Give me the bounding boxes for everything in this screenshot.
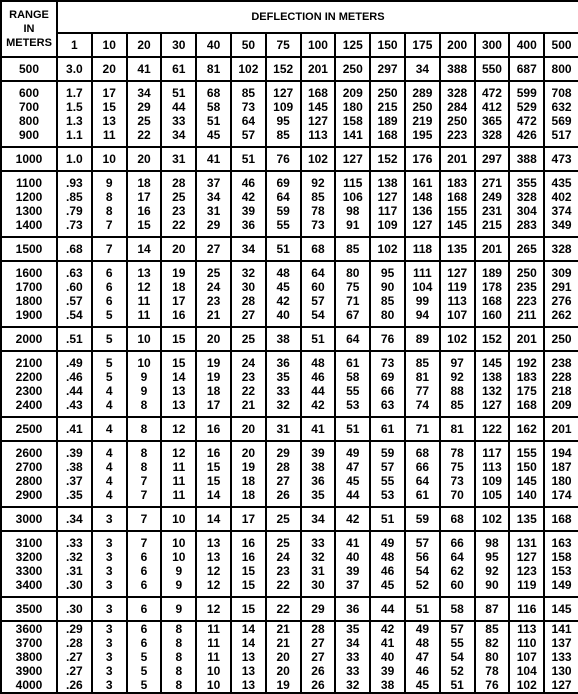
deflection-cell: .33 .32 .31 .30 — [57, 531, 92, 597]
deflection-cell: 201 — [440, 147, 475, 171]
deflection-cell: 708 632 569 517 — [544, 81, 578, 147]
deflection-cell: 34 — [405, 57, 440, 81]
deflection-cell: 6 6 5 5 5 — [127, 621, 162, 693]
deflection-cell: 41 — [301, 417, 336, 441]
column-header: 40 — [196, 33, 231, 57]
deflection-cell: 145 — [544, 597, 578, 621]
deflection-cell: 81 — [440, 417, 475, 441]
deflection-cell: 41 40 39 37 — [335, 531, 370, 597]
deflection-cell: 7 — [127, 507, 162, 531]
column-header: 500 — [544, 33, 578, 57]
deflection-cell: 97 92 88 85 — [440, 351, 475, 417]
deflection-cell: 57 56 54 52 — [405, 531, 440, 597]
deflection-cell: 8 — [127, 417, 162, 441]
column-header: 150 — [370, 33, 405, 57]
deflection-cell: 113 110 107 104 102 — [509, 621, 544, 693]
deflection-cell: 41 — [127, 57, 162, 81]
deflection-cell: 20 — [127, 147, 162, 171]
deflection-cell: 51 — [335, 417, 370, 441]
deflection-cell: .30 — [57, 597, 92, 621]
deflection-cell: 8 8 7 7 — [127, 441, 162, 507]
column-header: 300 — [475, 33, 510, 57]
deflection-cell: 152 — [475, 327, 510, 351]
range-cell: 1600 1700 1800 1900 — [1, 261, 57, 327]
deflection-cell: 10 — [92, 147, 127, 171]
deflection-cell: 1.7 1.5 1.3 1.1 — [57, 81, 92, 147]
deflection-cell: 18 17 16 15 — [127, 171, 162, 237]
deflection-cell: 34 — [301, 507, 336, 531]
deflection-cell: 800 — [544, 57, 578, 81]
deflection-cell: 76 — [266, 147, 301, 171]
deflection-cell: 92 85 78 73 — [301, 171, 336, 237]
deflection-cell: 85 73 64 57 — [231, 81, 266, 147]
deflection-cell: 168 — [544, 507, 578, 531]
deflection-cell: 71 — [405, 417, 440, 441]
deflection-cell: 20 19 18 18 — [231, 441, 266, 507]
deflection-header: DEFLECTION IN METERS — [57, 1, 578, 33]
deflection-cell: 3 — [92, 597, 127, 621]
deflection-cell: 163 158 153 149 — [544, 531, 578, 597]
deflection-cell: 209 180 158 141 — [335, 81, 370, 147]
deflection-cell: .93 .85 .79 .73 — [57, 171, 92, 237]
deflection-cell: 73 69 66 63 — [370, 351, 405, 417]
deflection-cell: 61 — [161, 57, 196, 81]
deflection-cell: 58 — [440, 597, 475, 621]
deflection-cell: 289 250 219 195 — [405, 81, 440, 147]
deflection-cell: 89 — [405, 327, 440, 351]
deflection-cell: 102 — [475, 507, 510, 531]
deflection-cell: 388 — [440, 57, 475, 81]
deflection-cell: 29 28 27 26 — [266, 441, 301, 507]
deflection-cell: 51 — [266, 237, 301, 261]
deflection-cell: 250 235 223 211 — [509, 261, 544, 327]
deflection-cell: 271 249 231 215 — [475, 171, 510, 237]
deflection-cell: 25 — [266, 507, 301, 531]
deflection-cell: 355 328 304 283 — [509, 171, 544, 237]
range-cell: 2500 — [1, 417, 57, 441]
deflection-cell: 435 402 374 349 — [544, 171, 578, 237]
deflection-cell: 168 145 127 113 — [301, 81, 336, 147]
deflection-cell: 194 187 180 174 — [544, 441, 578, 507]
range-cell: 2000 — [1, 327, 57, 351]
deflection-cell: 51 — [301, 327, 336, 351]
deflection-cell: 138 127 117 109 — [370, 171, 405, 237]
table-row — [1, 441, 578, 507]
deflection-cell: 85 — [335, 237, 370, 261]
column-header: 125 — [335, 33, 370, 57]
deflection-cell: 3 3 3 3 3 — [92, 621, 127, 693]
table-row — [1, 327, 578, 351]
deflection-cell: 9 8 8 7 — [92, 171, 127, 237]
deflection-cell: 3 — [92, 507, 127, 531]
deflection-cell: 25 24 23 22 — [266, 531, 301, 597]
table-row — [1, 351, 578, 417]
deflection-cell: 238 228 218 209 — [544, 351, 578, 417]
deflection-cell: 102 — [301, 147, 336, 171]
deflection-cell: 19 19 18 17 — [196, 351, 231, 417]
table-row — [1, 417, 578, 441]
deflection-cell: 78 75 73 70 — [440, 441, 475, 507]
deflection-cell: 328 — [544, 237, 578, 261]
deflection-cell: 48 45 42 40 — [266, 261, 301, 327]
range-cell: 1000 — [1, 147, 57, 171]
range-cell: 1100 1200 1300 1400 — [1, 171, 57, 237]
deflection-cell: 44 — [370, 597, 405, 621]
deflection-cell: 7 6 6 6 — [127, 531, 162, 597]
deflection-cell: 49 48 46 45 — [370, 531, 405, 597]
deflection-cell: 14 14 13 13 13 — [231, 621, 266, 693]
deflection-cell: 64 60 57 54 — [301, 261, 336, 327]
deflection-cell: 34 — [231, 237, 266, 261]
column-header: 100 — [301, 33, 336, 57]
deflection-cell: 201 — [544, 417, 578, 441]
deflection-cell: 15 14 13 13 — [161, 351, 196, 417]
deflection-cell: 111 104 99 94 — [405, 261, 440, 327]
deflection-cell: 15 — [161, 327, 196, 351]
deflection-cell: 10 — [127, 327, 162, 351]
deflection-cell: 22 — [266, 597, 301, 621]
deflection-cell: 49 47 45 44 — [335, 441, 370, 507]
deflection-cell: 10 — [161, 507, 196, 531]
deflection-cell: 6 6 6 5 — [92, 261, 127, 327]
deflection-cell: 250 — [335, 57, 370, 81]
deflection-cell: 550 — [475, 57, 510, 81]
deflection-cell: 6 — [127, 597, 162, 621]
deflection-cell: 297 — [370, 57, 405, 81]
deflection-cell: 85 81 77 74 — [405, 351, 440, 417]
deflection-cell: 51 — [231, 147, 266, 171]
deflection-cell: 20 — [161, 237, 196, 261]
deflection-cell: 49 48 47 46 45 — [405, 621, 440, 693]
column-header: 175 — [405, 33, 440, 57]
deflection-cell: 87 — [475, 597, 510, 621]
table-row — [1, 237, 578, 261]
deflection-cell: 131 127 123 119 — [509, 531, 544, 597]
deflection-cell: 37 34 31 29 — [196, 171, 231, 237]
deflection-cell: 152 — [370, 147, 405, 171]
column-header: 20 — [127, 33, 162, 57]
deflection-cell: 141 137 133 130 127 — [544, 621, 578, 693]
table-row — [1, 261, 578, 327]
deflection-cell: 250 — [544, 327, 578, 351]
deflection-cell: 102 — [440, 327, 475, 351]
deflection-cell: 102 — [370, 237, 405, 261]
deflection-cell: 59 — [405, 507, 440, 531]
table-row — [1, 171, 578, 237]
deflection-cell: 85 82 80 78 76 — [475, 621, 510, 693]
deflection-cell: 472 412 365 328 — [475, 81, 510, 147]
deflection-cell: 17 — [231, 507, 266, 531]
deflection-cell: 127 109 95 85 — [266, 81, 301, 147]
range-cell: 3000 — [1, 507, 57, 531]
deflection-cell: 309 291 276 262 — [544, 261, 578, 327]
deflection-cell: 152 — [266, 57, 301, 81]
deflection-cell: 36 35 33 32 — [266, 351, 301, 417]
deflection-cell: 16 — [196, 417, 231, 441]
header-row-top — [1, 1, 578, 33]
deflection-cell: 39 38 36 35 — [301, 441, 336, 507]
deflection-cell: 13 12 11 11 — [127, 261, 162, 327]
deflection-cell: 189 178 168 160 — [475, 261, 510, 327]
deflection-cell: 3 3 3 3 — [92, 531, 127, 597]
deflection-cell: 155 150 145 140 — [509, 441, 544, 507]
deflection-cell: 250 215 189 168 — [370, 81, 405, 147]
deflection-cell: 201 — [475, 237, 510, 261]
deflection-cell: 95 90 85 80 — [370, 261, 405, 327]
deflection-cell: 201 — [301, 57, 336, 81]
deflection-cell: 388 — [509, 147, 544, 171]
deflection-cell: .29 .28 .27 .27 .26 — [57, 621, 92, 693]
range-cell: 3100 3200 3300 3400 — [1, 531, 57, 597]
deflection-cell: 27 — [196, 237, 231, 261]
deflection-cell: 33 32 31 30 — [301, 531, 336, 597]
deflection-cell: 35 34 33 33 32 — [335, 621, 370, 693]
deflection-cell: 59 57 55 53 — [370, 441, 405, 507]
deflection-cell: 61 58 55 53 — [335, 351, 370, 417]
column-header: 1 — [57, 33, 92, 57]
deflection-cell: 328 284 250 223 — [440, 81, 475, 147]
deflection-cell: 183 168 155 145 — [440, 171, 475, 237]
table-row — [1, 507, 578, 531]
deflection-cell: 687 — [509, 57, 544, 81]
deflection-cell: 14 — [196, 507, 231, 531]
deflection-cell: 117 113 109 105 — [475, 441, 510, 507]
deflection-cell: 122 — [475, 417, 510, 441]
range-cell: 1500 — [1, 237, 57, 261]
table-row — [1, 621, 578, 693]
deflection-cell: 192 183 175 168 — [509, 351, 544, 417]
deflection-cell: 51 44 33 34 — [161, 81, 196, 147]
range-cell: 600 700 800 900 — [1, 81, 57, 147]
deflection-cell: 68 — [301, 237, 336, 261]
table-row — [1, 597, 578, 621]
deflection-cell: .34 — [57, 507, 92, 531]
column-header: 50 — [231, 33, 266, 57]
deflection-cell: 118 — [405, 237, 440, 261]
deflection-cell: 3.0 — [57, 57, 92, 81]
deflection-cell: 21 21 20 20 19 — [266, 621, 301, 693]
deflection-cell: 116 — [509, 597, 544, 621]
deflection-cell: 4 4 4 4 — [92, 441, 127, 507]
deflection-cell: 36 — [335, 597, 370, 621]
deflection-cell: 81 — [196, 57, 231, 81]
deflection-cell: 10 9 9 8 — [127, 351, 162, 417]
column-header: 400 — [509, 33, 544, 57]
deflection-cell: 25 24 23 21 — [196, 261, 231, 327]
deflection-cell: 17 15 13 11 — [92, 81, 127, 147]
deflection-cell: 51 — [405, 597, 440, 621]
range-header: RANGE IN METERS — [1, 1, 57, 57]
deflection-cell: 12 — [196, 597, 231, 621]
deflection-cell: 31 — [161, 147, 196, 171]
deflection-cell: 76 — [370, 327, 405, 351]
deflection-cell: 13 13 12 12 — [196, 531, 231, 597]
deflection-cell: 20 — [196, 327, 231, 351]
deflection-cell: 98 95 92 90 — [475, 531, 510, 597]
deflection-cell: 46 42 39 36 — [231, 171, 266, 237]
column-header-row — [1, 33, 578, 57]
deflection-cell: 5 — [92, 327, 127, 351]
deflection-cell: 66 64 62 60 — [440, 531, 475, 597]
deflection-cell: 32 30 28 27 — [231, 261, 266, 327]
deflection-cell: 25 — [231, 327, 266, 351]
deflection-cell: 28 25 23 22 — [161, 171, 196, 237]
deflection-cell: 68 — [440, 507, 475, 531]
deflection-cell: .68 — [57, 237, 92, 261]
deflection-cell: .63 .60 .57 .54 — [57, 261, 92, 327]
table-row — [1, 57, 578, 81]
deflection-cell: 34 29 25 22 — [127, 81, 162, 147]
deflection-cell: 80 75 71 67 — [335, 261, 370, 327]
deflection-cell: 41 — [196, 147, 231, 171]
deflection-cell: 61 — [370, 417, 405, 441]
deflection-cell: 28 27 27 26 26 — [301, 621, 336, 693]
deflection-cell: 11 11 11 10 10 — [196, 621, 231, 693]
deflection-cell: 473 — [544, 147, 578, 171]
table-row — [1, 81, 578, 147]
deflection-cell: 127 — [335, 147, 370, 171]
deflection-cell: 24 23 22 21 — [231, 351, 266, 417]
deflection-cell: 19 18 17 16 — [161, 261, 196, 327]
range-cell: 3500 — [1, 597, 57, 621]
table-row — [1, 147, 578, 171]
column-header: 75 — [266, 33, 301, 57]
deflection-cell: 4 — [92, 417, 127, 441]
column-header: 200 — [440, 33, 475, 57]
deflection-cell: 12 — [161, 417, 196, 441]
deflection-cell: 176 — [405, 147, 440, 171]
deflection-cell: 5 5 4 4 — [92, 351, 127, 417]
deflection-cell: 115 106 98 91 — [335, 171, 370, 237]
deflection-cell: 161 148 136 127 — [405, 171, 440, 237]
deflection-cell: .41 — [57, 417, 92, 441]
deflection-cell: 16 16 15 15 — [231, 531, 266, 597]
deflection-cell: 48 46 44 42 — [301, 351, 336, 417]
range-cell: 2100 2200 2300 2400 — [1, 351, 57, 417]
deflection-cell: 20 — [92, 57, 127, 81]
deflection-cell: 31 — [266, 417, 301, 441]
deflection-cell: 1.0 — [57, 147, 92, 171]
deflection-cell: 265 — [509, 237, 544, 261]
column-header: 10 — [92, 33, 127, 57]
deflection-cell: 127 119 113 107 — [440, 261, 475, 327]
deflection-cell: 102 — [231, 57, 266, 81]
deflection-cell: 51 — [370, 507, 405, 531]
deflection-cell: 8 8 8 8 8 — [161, 621, 196, 693]
deflection-cell: 57 55 54 52 51 — [440, 621, 475, 693]
deflection-cell: 38 — [266, 327, 301, 351]
deflection-cell: 16 15 15 14 — [196, 441, 231, 507]
deflection-cell: 14 — [127, 237, 162, 261]
column-header: 30 — [161, 33, 196, 57]
deflection-cell: 15 — [231, 597, 266, 621]
deflection-cell: 20 — [231, 417, 266, 441]
deflection-cell: 135 — [440, 237, 475, 261]
deflection-cell: 10 10 9 9 — [161, 531, 196, 597]
deflection-cell: 69 64 59 55 — [266, 171, 301, 237]
deflection-cell: 135 — [509, 507, 544, 531]
deflection-cell: 68 66 64 61 — [405, 441, 440, 507]
deflection-cell: 29 — [301, 597, 336, 621]
range-cell: 2600 2700 2800 2900 — [1, 441, 57, 507]
range-cell: 500 — [1, 57, 57, 81]
deflection-cell: 68 58 51 45 — [196, 81, 231, 147]
deflection-cell: .39 .38 .37 .35 — [57, 441, 92, 507]
deflection-cell: 12 11 11 11 — [161, 441, 196, 507]
deflection-cell: 145 138 132 127 — [475, 351, 510, 417]
deflection-cell: 42 41 40 39 38 — [370, 621, 405, 693]
deflection-cell: .49 .46 .44 .43 — [57, 351, 92, 417]
deflection-cell: 162 — [509, 417, 544, 441]
deflection-cell: 297 — [475, 147, 510, 171]
range-cell: 3600 3700 3800 3900 4000 — [1, 621, 57, 693]
deflection-cell: 599 529 472 426 — [509, 81, 544, 147]
deflection-cell: 7 — [92, 237, 127, 261]
deflection-cell: 201 — [509, 327, 544, 351]
deflection-cell: 9 — [161, 597, 196, 621]
table-row — [1, 531, 578, 597]
deflection-cell: .51 — [57, 327, 92, 351]
deflection-cell: 42 — [335, 507, 370, 531]
table-body — [1, 57, 578, 693]
deflection-cell: 64 — [335, 327, 370, 351]
